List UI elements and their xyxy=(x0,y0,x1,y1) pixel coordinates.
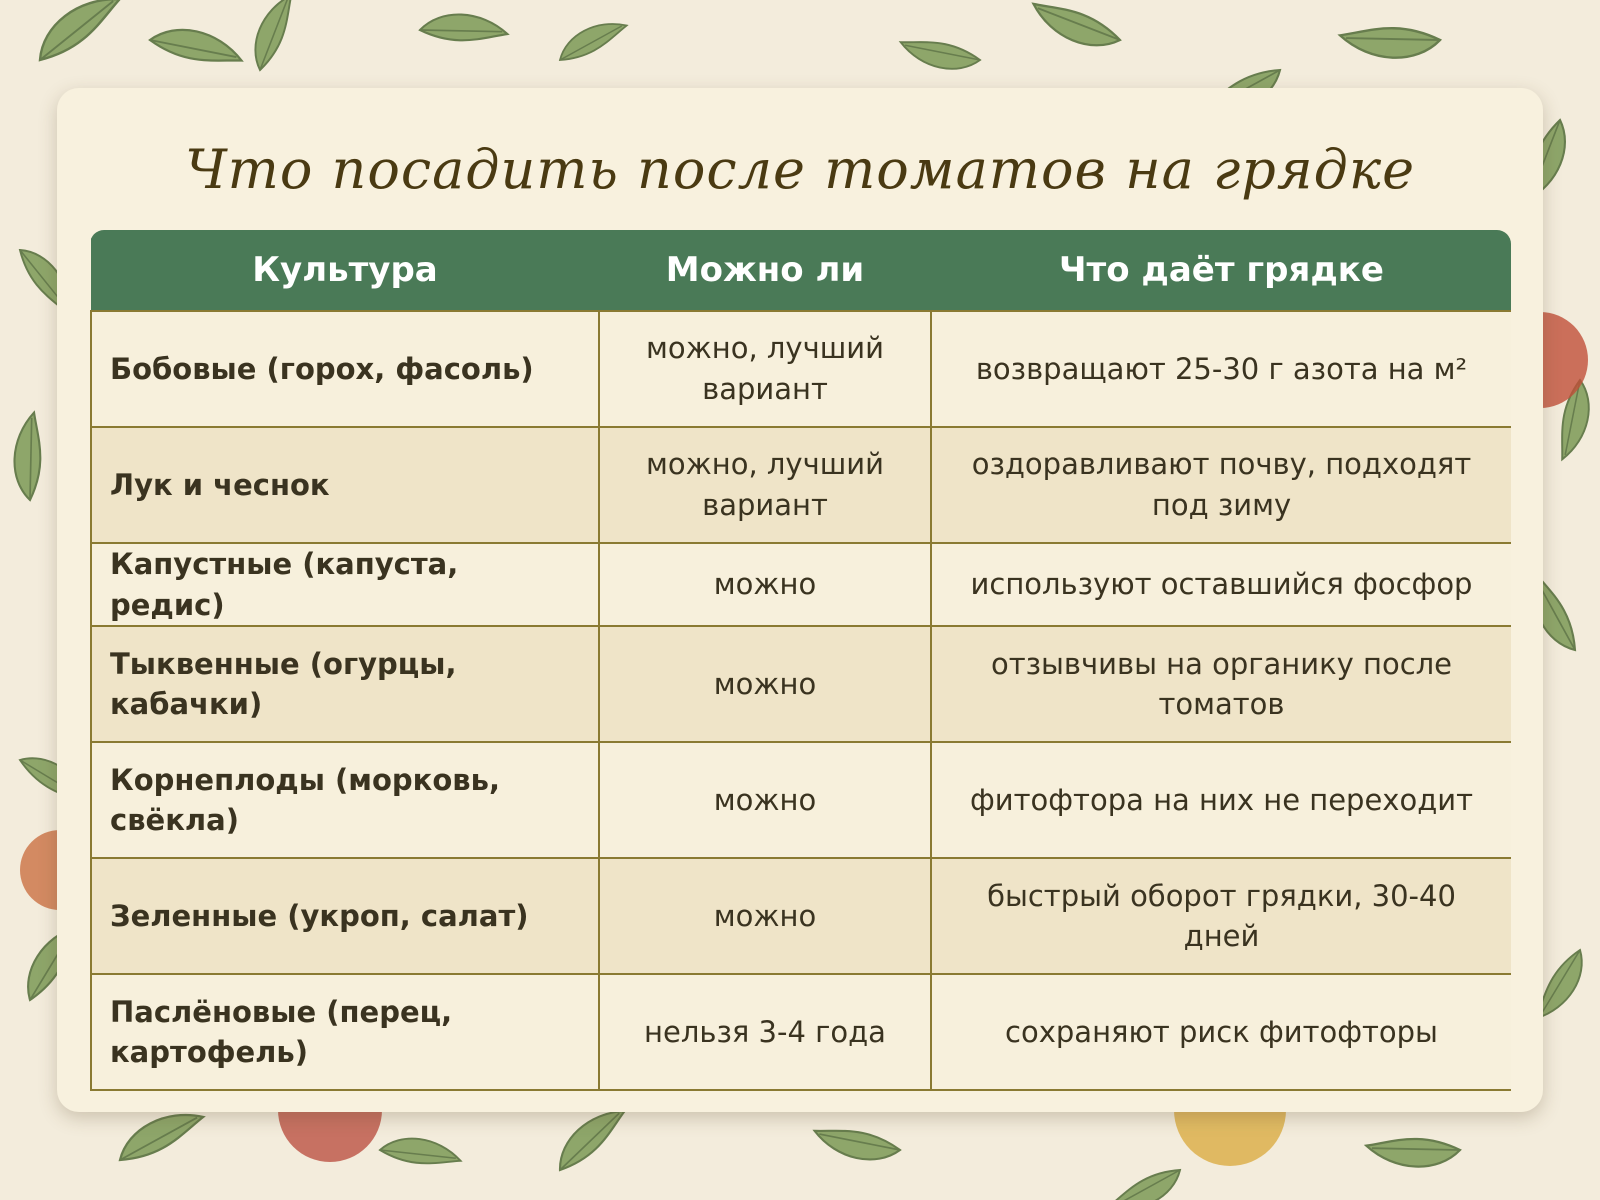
header-gives: Что даёт грядке xyxy=(931,230,1511,311)
header-crop: Культура xyxy=(91,230,599,311)
gives-cell: сохраняют риск фитофторы xyxy=(931,974,1511,1090)
gives-cell: возвращают 25-30 г азота на м² xyxy=(931,311,1511,427)
gives-cell: используют оставшийся фосфор xyxy=(931,543,1511,626)
header-can: Можно ли xyxy=(599,230,931,311)
table-row xyxy=(91,858,1511,974)
can-cell: можно, лучший вариант xyxy=(599,427,931,543)
can-cell: можно, лучший вариант xyxy=(599,311,931,427)
table-row xyxy=(91,427,1511,543)
crop-rotation-table xyxy=(90,230,1511,1091)
table-row xyxy=(91,742,1511,858)
crop-cell: Тыквенные (огурцы, кабачки) xyxy=(91,626,599,742)
gives-cell: оздоравливают почву, подходят под зиму xyxy=(931,427,1511,543)
can-cell: можно xyxy=(599,858,931,974)
crop-cell: Бобовые (горох, фасоль) xyxy=(91,311,599,427)
table-row xyxy=(91,311,1511,427)
table-header-row xyxy=(91,230,1511,311)
table-row xyxy=(91,626,1511,742)
crop-cell: Зеленные (укроп, салат) xyxy=(91,858,599,974)
gives-cell: отзывчивы на органику после томатов xyxy=(931,626,1511,742)
gives-cell: фитофтора на них не переходит xyxy=(931,742,1511,858)
crop-cell: Паслёновые (перец, картофель) xyxy=(91,974,599,1090)
can-cell: нельзя 3-4 года xyxy=(599,974,931,1090)
page-title: Что посадить после томатов на грядке xyxy=(184,138,1416,201)
can-cell: можно xyxy=(599,626,931,742)
can-cell: можно xyxy=(599,742,931,858)
gives-cell: быстрый оборот грядки, 30-40 дней xyxy=(931,858,1511,974)
table-row xyxy=(91,974,1511,1090)
crop-cell: Капустные (капуста, редис) xyxy=(91,543,599,626)
crop-cell: Лук и чеснок xyxy=(91,427,599,543)
table-row xyxy=(91,543,1511,626)
crop-cell: Корнеплоды (морковь, свёкла) xyxy=(91,742,599,858)
can-cell: можно xyxy=(599,543,931,626)
